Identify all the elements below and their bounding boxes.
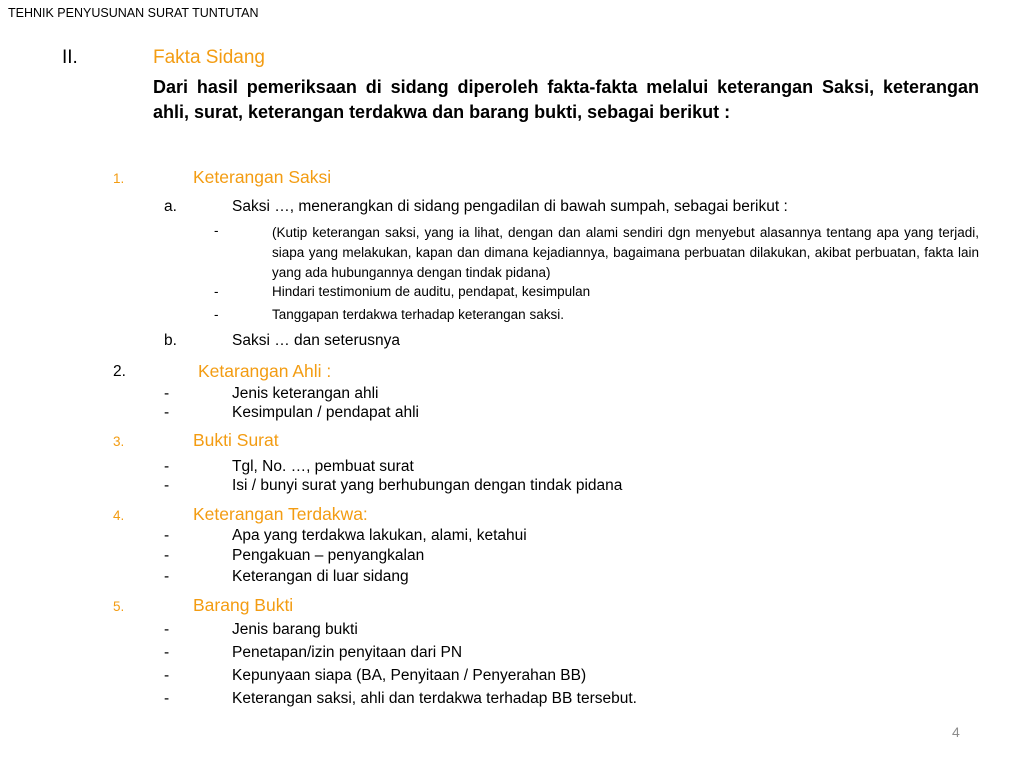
item-1a-bullet-1: (Kutip keterangan saksi, yang ia lihat, dengan dan alami sendiri dgn menyebut alasannya tentang apa yang terjadi, siapa yang melakukan, kapan dan dimana kejadiannya, bagaimana perbuatan dilakukan, akibat perbuatan, fakta lain yang ada hubungannya dengan tindak pidana) [272,225,979,280]
item-5-bullet-4: Keterangan saksi, ahli dan terdakwa terhadap BB tersebut. [232,690,637,707]
bullet-dash: - [164,568,170,585]
section-intro: Dari hasil pemeriksaan di sidang diperoleh fakta-fakta melalui keterangan Saksi, keterangan ahli, surat, keterangan terdakwa dan barang bukti, sebagai berikut : [153,77,979,122]
item-4-bullet-3: Keterangan di luar sidang [232,568,409,585]
item-5-title: Barang Bukti [193,595,294,615]
item-1a-bullet-2: Hindari testimonium de auditu, pendapat, kesimpulan [272,284,591,299]
page-number: 4 [952,724,960,740]
item-1-number: 1. [113,171,125,186]
item-5-bullet-1: Jenis barang bukti [232,621,358,638]
bullet-dash: - [164,667,170,684]
item-3-bullet-1: Tgl, No. …, pembuat surat [232,458,414,475]
bullet-dash: - [164,458,170,475]
bullet-dash: - [164,404,170,421]
bullet-dash: - [164,385,170,402]
item-2-bullet-2: Kesimpulan / pendapat ahli [232,404,419,421]
item-1a-text: Saksi …, menerangkan di sidang pengadilan di bawah sumpah, sebagai berikut : [232,198,788,215]
item-2-bullet-1: Jenis keterangan ahli [232,385,379,402]
slide-header: TEHNIK PENYUSUNAN SURAT TUNTUTAN [8,6,259,20]
bullet-dash: - [164,690,170,707]
item-5-bullet-3: Kepunyaan siapa (BA, Penyitaan / Penyerahan BB) [232,667,587,684]
item-5-number: 5. [113,599,125,614]
item-1b-text: Saksi … dan seterusnya [232,332,401,349]
item-4-number: 4. [113,508,125,523]
bullet-dash: - [164,547,170,564]
bullet-dash: - [214,223,219,238]
item-1b-marker: b. [164,332,177,349]
item-2-title: Ketarangan Ahli : [198,361,332,381]
bullet-dash: - [214,307,219,322]
bullet-dash: - [164,644,170,661]
item-3-number: 3. [113,434,125,449]
bullet-dash: - [214,284,219,299]
item-2-number: 2. [113,363,126,380]
item-4-bullet-1: Apa yang terdakwa lakukan, alami, ketahui [232,527,527,544]
item-5-bullet-2: Penetapan/izin penyitaan dari PN [232,644,463,661]
bullet-dash: - [164,477,170,494]
bullet-dash: - [164,527,170,544]
item-4-bullet-2: Pengakuan – penyangkalan [232,547,425,564]
item-1-title: Keterangan Saksi [193,167,332,187]
item-3-title: Bukti Surat [193,430,279,450]
item-4-title: Keterangan Terdakwa: [193,504,368,524]
section-number: II. [62,47,78,68]
item-1a-marker: a. [164,198,177,215]
bullet-dash: - [164,621,170,638]
section-title: Fakta Sidang [153,47,265,68]
item-3-bullet-2: Isi / bunyi surat yang berhubungan dengan tindak pidana [232,477,623,494]
item-1a-bullet-3: Tanggapan terdakwa terhadap keterangan saksi. [272,307,564,322]
